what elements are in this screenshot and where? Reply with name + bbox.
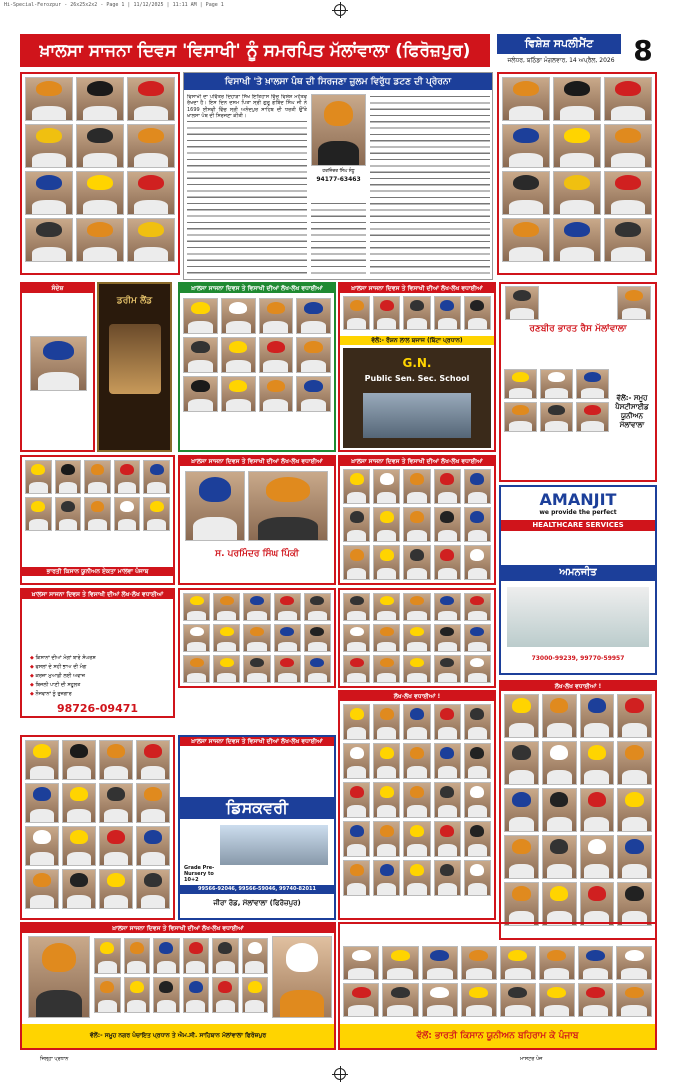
portrait-photo (62, 869, 96, 909)
photo-grid (504, 694, 652, 926)
portrait-photo (343, 624, 370, 652)
portrait-photo (114, 497, 141, 531)
feature-article (183, 72, 493, 280)
portrait-photo (604, 77, 652, 121)
portrait-photo (373, 545, 400, 580)
portrait-photo (213, 593, 240, 621)
amanjit-tagline: we provide the perfect (539, 509, 617, 516)
portrait-photo (464, 704, 491, 740)
portrait-photo (343, 946, 379, 980)
portrait-photo (76, 218, 124, 262)
ad-tagline: ਵੱਲੋਂ:- ਰੌਸ਼ਨ ਲਾਲ ਬਜਾਜ (ਬਿੱਟਾ ਪ੍ਰਧਾਨ) (340, 336, 494, 345)
list-item: ◆ ਫਸਲਾਂ ਦੇ ਸਹੀ ਭਾਅ ਦੀ ਮੰਗ (30, 663, 96, 672)
portrait-photo (502, 171, 550, 215)
portrait-photo (183, 655, 210, 683)
discovery-grade: Grade Pre-Nursery to 10+2 (184, 865, 215, 883)
portrait-photo (604, 171, 652, 215)
portrait-photo (274, 655, 301, 683)
portrait-photo (343, 507, 370, 542)
portrait-photo (464, 655, 491, 683)
portrait-photo (274, 593, 301, 621)
ad-header: ਲੱਖ-ਲੱਖ ਵਧਾਈਆਂ ! (501, 682, 655, 691)
photo-grid (343, 704, 491, 896)
ad-ranbir (499, 282, 657, 482)
ad-greetings-3 (338, 455, 496, 585)
portrait-photo (617, 694, 652, 738)
school-building-image (220, 825, 328, 865)
discovery-address: ਜੀਰਾ ਰੋਡ, ਮੱਲਾਂਵਾਲਾ (ਫਿਰੋਜ਼ਪੁਰ) (213, 899, 301, 907)
portrait-photo (403, 704, 430, 740)
portrait-photo (502, 77, 550, 121)
article-text: ਵਿਸਾਖੀ ਦਾ ਪਵਿੱਤਰ ਦਿਹਾੜਾ ਸਿੱਖ ਇਤਿਹਾਸ ਵਿੱਚ ਵਿਸ਼ੇਸ਼ ਮਹੱਤਵ ਰੱਖਦਾ ਹੈ। ਇਸ ਦਿਨ ਦਸਮ ਪਿਤਾ ਸ੍ਰੀ ਗੁਰੂ ਗੋਬਿੰਦ ਸਿੰਘ ਜੀ ਨੇ 1699 ਈਸਵੀ ਵਿੱਚ ਸ੍ਰੀ ਅਨੰਦਪੁਰ ਸਾਹਿਬ ਦੀ ਧਰਤੀ ਉੱਤੇ ਖ਼ਾਲਸਾ ਪੰਥ ਦੀ ਸਿਰਜਣਾ ਕੀਤੀ। (187, 94, 307, 119)
article-column (311, 201, 366, 277)
portrait-photo (183, 298, 218, 334)
portrait-photo (343, 821, 370, 857)
portrait-photo (343, 860, 370, 896)
ad-header: ਖ਼ਾਲਸਾ ਸਾਜਨਾ ਦਿਵਸ ਤੇ ਵਿਸਾਖੀ ਦੀਆਂ ਲੱਖ-ਲੱਖ ਵਧਾਈਆਂ (22, 924, 334, 933)
portrait-photo (422, 983, 458, 1017)
portrait-photo (403, 655, 430, 683)
portrait-photo (62, 783, 96, 823)
ad-small-left (20, 282, 95, 452)
portrait-photo (248, 471, 328, 541)
portrait-photo (464, 743, 491, 779)
portrait-photo (373, 860, 400, 896)
portrait-photo (221, 298, 256, 334)
portrait-photo (539, 946, 575, 980)
ad-header: ਖ਼ਾਲਸਾ ਸਾਜਨਾ ਦਿਵਸ ਤੇ ਵਿਸਾਖੀ ਦੀਆਂ ਲੱਖ-ਲੱਖ ਵਧਾਈਆਂ (340, 284, 494, 293)
portrait-photo (403, 624, 430, 652)
portrait-photo (62, 740, 96, 780)
school-logo-text: G.N. (402, 356, 432, 370)
portrait-photo (127, 171, 175, 215)
photo-grid (343, 946, 497, 1017)
portrait-photo (617, 741, 652, 785)
portrait-photo (94, 938, 121, 974)
portrait-photo (542, 882, 577, 926)
list-item: ◆ ਬਿਜਲੀ ਪਾਣੀ ਦੀ ਸਹੂਲਤ (30, 681, 96, 690)
photo-grid (25, 740, 170, 909)
portrait-photo (221, 376, 256, 412)
list-item: ◆ ਕਰਜ਼ਾ ਮੁਆਫ਼ੀ ਲਈ ਅਵਾਜ਼ (30, 672, 96, 681)
portrait-photo (373, 743, 400, 779)
portrait-photo (434, 743, 461, 779)
amanjit-hospital-name: ਅਮਨਜੀਤ (501, 565, 655, 581)
portrait-photo (539, 983, 575, 1017)
ad-sponsor: ਵੱਲੋਂ:- ਸਮੂਹ ਨਗਰ ਪੰਚਾਇਤ ਪ੍ਰਧਾਨ ਤੇ ਐਮ.ਸੀ. ਸਾਹਿਬਾਨ ਮੱਲਾਂਵਾਲਾ ਫਿਰੋਜ਼ਪੁਰ (22, 1024, 334, 1048)
portrait-photo (304, 624, 331, 652)
photo-grid (94, 938, 268, 1013)
portrait-photo (25, 740, 59, 780)
portrait-photo (540, 402, 573, 432)
portrait-photo (25, 826, 59, 866)
article-text-lines (187, 119, 307, 277)
portrait-photo (296, 337, 331, 373)
amanjit-ad (499, 485, 657, 675)
portrait-photo (580, 835, 615, 879)
portrait-photo (553, 218, 601, 262)
portrait-photo (213, 655, 240, 683)
supplement-label: ਵਿਸ਼ੇਸ਼ ਸਪਲੀਮੈਂਟ (497, 34, 621, 54)
portrait-photo (25, 77, 73, 121)
portrait-photo (373, 655, 400, 683)
portrait-photo (183, 624, 210, 652)
portrait-photo (616, 983, 652, 1017)
portrait-photo (343, 704, 370, 740)
school-building-image (363, 393, 471, 438)
portrait-photo (464, 593, 491, 621)
footer-left: ਜਿਲ੍ਹਾ ਪ੍ਰਧਾਨ (40, 1056, 69, 1062)
portrait-photo (114, 460, 141, 494)
portrait-photo (576, 369, 609, 399)
portrait-photo (580, 788, 615, 832)
portrait-photo (502, 218, 550, 262)
portrait-photo (373, 593, 400, 621)
portrait-photo (540, 369, 573, 399)
portrait-photo (403, 743, 430, 779)
ad-title: ਸ. ਪਰਮਿੰਦਰ ਸਿੰਘ ਪਿੰਕੀ (215, 549, 299, 559)
dateline: ਜਲੰਧਰ, ਬਠਿੰਡਾ ਮੰਗਲਵਾਰ, 14 ਅਪ੍ਰੈਲ, 2026 (507, 57, 615, 64)
demands-list (30, 654, 96, 699)
portrait-photo (373, 296, 400, 330)
portrait-photo (403, 296, 430, 330)
portrait-photo (373, 624, 400, 652)
portrait-photo (136, 740, 170, 780)
byline-box (311, 168, 366, 198)
portrait-photo (434, 593, 461, 621)
portrait-photo (464, 507, 491, 542)
portrait-photo (403, 507, 430, 542)
ad-greetings-6 (20, 735, 175, 920)
portrait-photo (580, 694, 615, 738)
portrait-photo (373, 782, 400, 818)
portrait-photo (136, 783, 170, 823)
portrait-photo (434, 545, 461, 580)
portrait-photo (243, 655, 270, 683)
portrait-photo (62, 826, 96, 866)
portrait-photo (461, 946, 497, 980)
ad-kisan-ekta (20, 455, 175, 585)
portrait-photo (434, 469, 461, 504)
portrait-photo (373, 704, 400, 740)
ad-bkti-behram (338, 922, 657, 1050)
portrait-photo (553, 77, 601, 121)
school-name: Public Sen. Sec. School (364, 374, 470, 383)
footer-right: ਮਾਸਟਰ ਪੇਜ (520, 1056, 543, 1062)
portrait-photo (382, 983, 418, 1017)
portrait-photo (243, 593, 270, 621)
portrait-photo (84, 460, 111, 494)
portrait-photo (504, 694, 539, 738)
portrait-photo (542, 788, 577, 832)
portrait-photo (504, 402, 537, 432)
portrait-photo (296, 298, 331, 334)
portrait-photo (604, 124, 652, 168)
registration-mark-icon (334, 1068, 346, 1080)
portrait-photo (76, 77, 124, 121)
greetings-grid (25, 77, 175, 262)
ad-header: ਖ਼ਾਲਸਾ ਸਾਜਨਾ ਦਿਵਸ ਤੇ ਵਿਸਾਖੀ ਦੀਆਂ ਲੱਖ-ਲੱਖ ਵਧਾਈਆਂ (340, 457, 494, 466)
portrait-photo (296, 376, 331, 412)
portrait-photo (221, 337, 256, 373)
portrait-photo (504, 835, 539, 879)
portrait-photo (464, 624, 491, 652)
portrait-photo (604, 218, 652, 262)
page-title: ਖ਼ਾਲਸਾ ਸਾਜਨਾ ਦਿਵਸ 'ਵਿਸਾਖੀ' ਨੂੰ ਸਮਰਪਿਤ ਮੱਲਾਂਵਾਲਾ (ਫਿਰੋਜ਼ਪੁਰ) (20, 34, 490, 67)
portrait-photo (25, 124, 73, 168)
portrait-photo (434, 507, 461, 542)
ad-title: ਰਣਬੀਰ ਭਾਰਤ ਰੈਸ ਮੱਲਾਂਵਾਲਾ (529, 324, 627, 334)
amanjit-phone: 73000-99239, 99770-59957 (531, 655, 625, 662)
portrait-photo (259, 298, 294, 334)
portrait-photo (464, 860, 491, 896)
venue-image (109, 324, 161, 394)
discovery-school-ad (178, 735, 336, 920)
portrait-photo (617, 286, 651, 320)
portrait-photo (504, 741, 539, 785)
portrait-photo (434, 296, 461, 330)
byline: ਹਰਜਿੰਦਰ ਸਿੰਘ ਸੰਧੂ (322, 169, 355, 174)
portrait-photo (259, 337, 294, 373)
portrait-photo (542, 694, 577, 738)
portrait-photo (136, 826, 170, 866)
portrait-photo (272, 936, 332, 1018)
portrait-photo (464, 545, 491, 580)
ad-ekta-list (20, 588, 175, 718)
portrait-photo (242, 938, 269, 974)
portrait-photo (373, 507, 400, 542)
portrait-photo (94, 977, 121, 1013)
greetings-left (20, 72, 180, 275)
portrait-photo (25, 218, 73, 262)
portrait-photo (434, 782, 461, 818)
greetings-grid (502, 77, 652, 262)
portrait-photo (617, 882, 652, 926)
portrait-photo (616, 946, 652, 980)
portrait-photo (213, 624, 240, 652)
portrait-photo (343, 983, 379, 1017)
portrait-photo (403, 821, 430, 857)
ad-greetings-5 (338, 588, 496, 688)
portrait-photo (578, 983, 614, 1017)
registration-mark-icon (334, 4, 346, 16)
portrait-photo (505, 286, 539, 320)
amanjit-brand: AMANJIT (539, 490, 617, 509)
portrait-photo (99, 869, 133, 909)
feature-headline: ਵਿਸਾਖੀ 'ਤੇ ਖ਼ਾਲਸਾ ਪੰਥ ਦੀ ਸਿਰਜਣਾ ਜ਼ੁਲਮ ਵਿਰੁੱਧ ਡਟਣ ਦੀ ਪ੍ਰੇਰਨਾ (184, 73, 492, 90)
amanjit-services: HEALTHCARE SERVICES (501, 520, 655, 531)
photo-grid (343, 593, 491, 683)
ad-header: ਖ਼ਾਲਸਾ ਸਾਜਨਾ ਦਿਵਸ ਤੇ ਵਿਸਾਖੀ ਦੀਆਂ ਲੱਖ-ਲੱਖ ਵਧਾਈਆਂ (180, 457, 334, 466)
ad-header: ਲੱਖ-ਲੱਖ ਵਧਾਈਆਂ ! (340, 692, 494, 701)
portrait-photo (373, 469, 400, 504)
portrait-photo (578, 946, 614, 980)
ad-header: ਸੰਦੇਸ਼ (22, 284, 93, 293)
photo-grid (25, 460, 170, 531)
portrait-photo (127, 218, 175, 262)
phone-number: 98726-09471 (56, 702, 139, 715)
school-ad (343, 348, 491, 448)
portrait-photo (304, 655, 331, 683)
photo-grid (343, 296, 491, 330)
byline-phone: 94177-63463 (316, 176, 361, 183)
portrait-photo (464, 296, 491, 330)
ad-green-greetings (178, 282, 336, 452)
photo-grid (504, 369, 609, 432)
portrait-photo (382, 946, 418, 980)
portrait-photo (76, 171, 124, 215)
portrait-photo (25, 460, 52, 494)
greetings-right (497, 72, 657, 275)
photo-grid (183, 298, 331, 412)
portrait-photo (153, 977, 180, 1013)
portrait-photo (403, 860, 430, 896)
portrait-photo (542, 835, 577, 879)
ad-header: ਖ਼ਾਲਸਾ ਸਾਜਨਾ ਦਿਵਸ ਤੇ ਵਿਸਾਖੀ ਦੀਆਂ ਲੱਖ-ਲੱਖ ਵਧਾਈਆਂ (180, 737, 334, 746)
hospital-building-image (507, 587, 649, 647)
ad-greetings-7 (338, 690, 496, 920)
portrait-photo (500, 946, 536, 980)
portrait-photo (212, 977, 239, 1013)
discovery-title: ਡਿਸਕਵਰੀ (180, 797, 334, 819)
portrait-photo (212, 938, 239, 974)
ad-greetings-4 (178, 588, 336, 688)
portrait-photo (403, 782, 430, 818)
photo-grid (500, 946, 652, 1017)
ad-greetings-8 (499, 680, 657, 940)
list-item: ◆ ਨੌਜਵਾਨਾਂ ਨੂੰ ਰੁਜ਼ਗਾਰ (30, 690, 96, 699)
ad-bitta (338, 282, 496, 452)
portrait-photo (25, 497, 52, 531)
portrait-photo (99, 783, 133, 823)
ad-sponsor: ਵੱਲੋਂ: ਭਾਰਤੀ ਕਿਸਾਨ ਯੂਨੀਅਨ ਬਹਿਰਾਮ ਕੇ ਪੰਜਾਬ (340, 1024, 655, 1048)
portrait-photo (580, 741, 615, 785)
portrait-photo (434, 624, 461, 652)
portrait-photo (617, 788, 652, 832)
portrait-photo (274, 624, 301, 652)
portrait-photo (464, 469, 491, 504)
portrait-photo (464, 782, 491, 818)
dream-land-title: ਡਰੀਮ ਲੈਂਡ (116, 296, 153, 306)
page-number: 8 (633, 33, 653, 67)
portrait-photo (25, 171, 73, 215)
portrait-photo (500, 983, 536, 1017)
portrait-photo (504, 788, 539, 832)
portrait-photo (403, 545, 430, 580)
portrait-photo (504, 882, 539, 926)
portrait-photo (502, 124, 550, 168)
ad-header: ਖ਼ਾਲਸਾ ਸਾਜਨਾ ਦਿਵਸ ਤੇ ਵਿਸਾਖੀ ਦੀਆਂ ਲੱਖ-ਲੱਖ ਵਧਾਈਆਂ (180, 284, 334, 293)
ad-sponsor: ਭਾਰਤੀ ਕਿਸਾਨ ਯੂਨੀਅਨ ਏਕਤਾ ਮਾਲਵਾ ਪੰਜਾਬ (22, 567, 173, 576)
portrait-photo (461, 983, 497, 1017)
list-item: ◆ ਕਿਸਾਨਾਂ ਦੀਆਂ ਮੰਗਾਂ ਬਾਰੇ ਸੰਘਰਸ਼ (30, 654, 96, 663)
portrait-photo (403, 469, 430, 504)
portrait-photo (76, 124, 124, 168)
portrait-photo (143, 460, 170, 494)
portrait-photo (143, 497, 170, 531)
portrait-photo (343, 782, 370, 818)
ad-sponsor: ਵੱਲੋਂ:- ਸਮੂਹ ਪੈਸਟੀਸਾਈਡ ਯੂਨੀਅਨ ਮੱਲਾਂਵਾਲਾ (615, 394, 649, 429)
portrait-photo (504, 369, 537, 399)
portrait-photo (580, 882, 615, 926)
portrait-photo (422, 946, 458, 980)
portrait-photo (373, 821, 400, 857)
dream-land-ad (97, 282, 172, 452)
portrait-photo (403, 593, 430, 621)
discovery-phone: 99566-92046, 99566-59046, 99740-82011 (180, 885, 334, 894)
portrait-photo (617, 835, 652, 879)
portrait-photo (55, 460, 82, 494)
portrait-photo (464, 821, 491, 857)
article-column (370, 94, 490, 277)
portrait-photo (99, 826, 133, 866)
portrait-photo (28, 936, 90, 1018)
ad-municipal (20, 922, 336, 1050)
portrait-photo (25, 783, 59, 823)
portrait-photo (343, 655, 370, 683)
portrait-photo (343, 545, 370, 580)
portrait-photo (434, 704, 461, 740)
portrait-photo (259, 376, 294, 412)
portrait-photo (99, 740, 133, 780)
portrait-photo (542, 741, 577, 785)
portrait-photo (242, 977, 269, 1013)
portrait-photo (343, 296, 370, 330)
author-photo (311, 94, 366, 166)
portrait-photo (127, 77, 175, 121)
portrait-photo (183, 593, 210, 621)
article-column (187, 94, 307, 277)
portrait-photo (434, 821, 461, 857)
portrait-photo (55, 497, 82, 531)
portrait-photo (136, 869, 170, 909)
photo-grid (343, 469, 491, 580)
portrait-photo (183, 376, 218, 412)
portrait-photo (124, 977, 151, 1013)
portrait-photo (153, 938, 180, 974)
portrait-photo (343, 743, 370, 779)
portrait-photo (553, 124, 601, 168)
portrait-photo (183, 977, 210, 1013)
portrait-photo (25, 869, 59, 909)
portrait-photo (30, 336, 87, 391)
portrait-photo (304, 593, 331, 621)
portrait-photo (343, 593, 370, 621)
portrait-photo (553, 171, 601, 215)
portrait-photo (183, 938, 210, 974)
print-header: Hi-Special-Ferozpur - 26x25x2x2 - Page 1 | 11/12/2025 | 11:11 AM | Page 1 (4, 2, 224, 8)
portrait-photo (84, 497, 111, 531)
article-text-lines (311, 201, 366, 277)
portrait-photo (343, 469, 370, 504)
portrait-photo (434, 655, 461, 683)
photo-grid (183, 593, 331, 683)
ad-pinki (178, 455, 336, 585)
ad-header: ਖ਼ਾਲਸਾ ਸਾਜਨਾ ਦਿਵਸ ਤੇ ਵਿਸਾਖੀ ਦੀਆਂ ਲੱਖ-ਲੱਖ ਵਧਾਈਆਂ (22, 590, 173, 599)
article-text-lines (370, 94, 490, 277)
portrait-photo (185, 471, 245, 541)
portrait-photo (434, 860, 461, 896)
portrait-photo (576, 402, 609, 432)
portrait-photo (183, 337, 218, 373)
portrait-photo (124, 938, 151, 974)
portrait-photo (127, 124, 175, 168)
portrait-photo (243, 624, 270, 652)
